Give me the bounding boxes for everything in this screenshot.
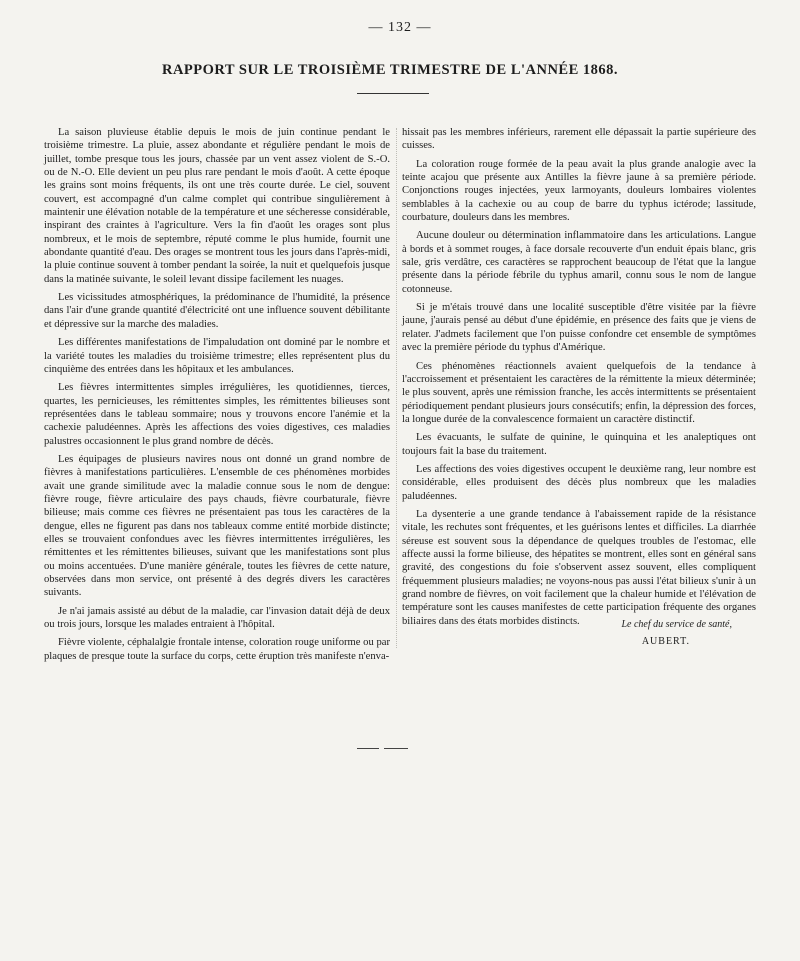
paragraph: Les évacuants, le sulfate de quinine, le quinquina et les analeptiques ont toujours fait la base du traitement.	[402, 432, 756, 457]
paragraph: Les différentes manifestations de l'impaludation ont dominé par le nombre et la variété toutes les maladies du troisième trimestre; elles représentent plus du cinquième des entrées dans les hôpitaux et les ambulances.	[44, 337, 390, 375]
paragraph: La dysenterie a une grande tendance à l'abaissement rapide de la résistance vitale, les rechutes sont fréquentes, et les guérisons lentes et difficiles. La diarrhée séreuse est souvent sous la dépendance de quelques troubles de l'estomac, elle affecte aussi la forme bilieuse, des hépatites se montrent, elles sont en général sans gravité, des congestions du foie s'observent assez souvent, elles compliquent fréquemment plusieurs maladies; ne voyons-nous pas aussi l'état bilieux s'unir à un grand nombre de fièvres, on voit facilement que la chaleur humide et l'élévation de température sont les causes manifestes de cette participation fréquente des organes biliaires dans des états morbides distincts.	[402, 508, 756, 627]
end-rule	[384, 748, 408, 749]
right-column	[402, 126, 756, 633]
signature-name: AUBERT.	[641, 636, 690, 647]
paragraph: hissait pas les membres inférieurs, rarement elle dépassait la partie supérieure des cuisses.	[402, 127, 756, 152]
paragraph: La saison pluvieuse établie depuis le mois de juin continue pendant le troisième trimestre. La pluie, assez abondante et régulière pendant le mois de juillet, tombe presque tous les jours, chassée par un vent assez violent de S.-O. ou de N.-O. Elle devient un peu plus rare pendant le mois d'août. A cette époque les grains sont moins fréquents, ils ont une très courte durée. Le ciel, souvent couvert, est accompagné d'un calme complet qui contribue singulièrement à maintenir une élévation notable de la température et une sécheresse considérable, inspirant des craintes à l'agriculture. Vers la fin d'août les orages sont plus nombreux, et le mois de septembre, réputé comme le plus humide, fournit une abondante quantité d'eau. Des orages se montrent tous les jours dans l'après-midi, la pluie continue souvent à tomber pendant la soirée, la nuit et quelquefois jusque dans la matinée suivante, le soleil levant dissipe facilement les nuages.	[44, 127, 390, 285]
paragraph: Les fièvres intermittentes simples irrégulières, les quotidiennes, tierces, quartes, les pernicieuses, les rémittentes simples, les rémittentes bilieuses sont représentées dans le tableau sommaire; nous y trouvons encore l'anémie et la cachexie paludéennes. Après les affections des voies digestives, ces maladies palustres occasionnent le plus grand nombre de décès.	[44, 382, 390, 447]
signature-role: Le chef du service de santé,	[621, 619, 732, 630]
paragraph: Fièvre violente, céphalalgie frontale intense, coloration rouge uniforme ou par plaques de presque toute la surface du corps, cette éruption très manifeste n'enva-	[44, 637, 390, 662]
left-column	[44, 126, 390, 668]
paragraph: Aucune douleur ou détermination inflammatoire dans les articulations. Langue à bords et à sommet rouges, à face dorsale recouverte d'un enduit épais blanc, gris sale, gris verdâtre, ces caractères se rapprochent beaucoup de l'état que la langue présente dans la période fébrile du typhus amaril, connu sous le nom de langue cotonneuse.	[402, 230, 756, 295]
report-title: RAPPORT SUR LE TROISIÈME TRIMESTRE DE L'ANNÉE 1868.	[161, 62, 619, 78]
end-rule	[357, 748, 379, 749]
paragraph: Ces phénomènes réactionnels avaient quelquefois de la tendance à l'accroissement et présentaient les caractères de la rémittente la mieux déterminée; le plus souvent, après une rémission franche, les accès intermittents se présentaient périodiquement pendant plusieurs jours consécutifs; enfin, la dépression des forces, la longue durée de la convalescence formaient un caractère distinctif.	[402, 360, 756, 425]
paragraph: Si je m'étais trouvé dans une localité susceptible d'être visitée par la fièvre jaune, j'aurais pensé au début d'une épidémie, en présence des faits que je viens de relater. J'admets facilement que l'on puisse confondre cet ensemble de symptômes avec la première période du typhus d'Amérique.	[402, 302, 756, 354]
paragraph: Les affections des voies digestives occupent le deuxième rang, leur nombre est considérable, elles produisent des décès plus nombreux que les maladies paludéennes.	[402, 463, 756, 502]
column-divider	[396, 128, 397, 648]
page-number: — 132 —	[368, 20, 432, 35]
paragraph: Les équipages de plusieurs navires nous ont donné un grand nombre de fièvres à manifestations particulières. L'ensemble de ces phénomènes morbides avait une grande similitude avec la maladie connue sous le nom de dengue: fièvre rouge, fièvre articulaire des pays chauds, fièvre courbaturale, fièvre bilieuse; mais comme ces fièvres ne présentaient pas tous les caractères de la dengue, elles ne figurent pas dans nos tableaux comme entité morbide distincte; elles se trouvaient confondues avec les fièvres intermittentes irrégulières, les rémittentes et les rémittentes bilieuses, suivant que les manifestations sont plus ou moins accentuées. D'une manière générale, toutes les fièvres de cette nature, observées dans mon service, ont présenté à des degrés divers les caractères suivants.	[44, 453, 390, 599]
paragraph: Les vicissitudes atmosphériques, la prédominance de l'humidité, la présence dans l'air d'une grande quantité d'électricité ont une influence souvent débilitante et dépressive sur la marche des maladies.	[44, 292, 390, 330]
title-rule	[357, 93, 429, 94]
paragraph: Je n'ai jamais assisté au début de la maladie, car l'invasion datait déjà de deux ou trois jours, lorsque les malades entraient à l'hôpital.	[44, 605, 390, 631]
paragraph: La coloration rouge formée de la peau avait la plus grande analogie avec la teinte acajou que présente aux Antilles la fièvre jaune à sa première période. Conjonctions rouges injectées, yeux larmoyants, douleurs lombaires violentes semblables à la cachexie ou au coup de barre du typhus ictérode; lassitude, courbature, douleurs dans les membres.	[402, 158, 756, 224]
